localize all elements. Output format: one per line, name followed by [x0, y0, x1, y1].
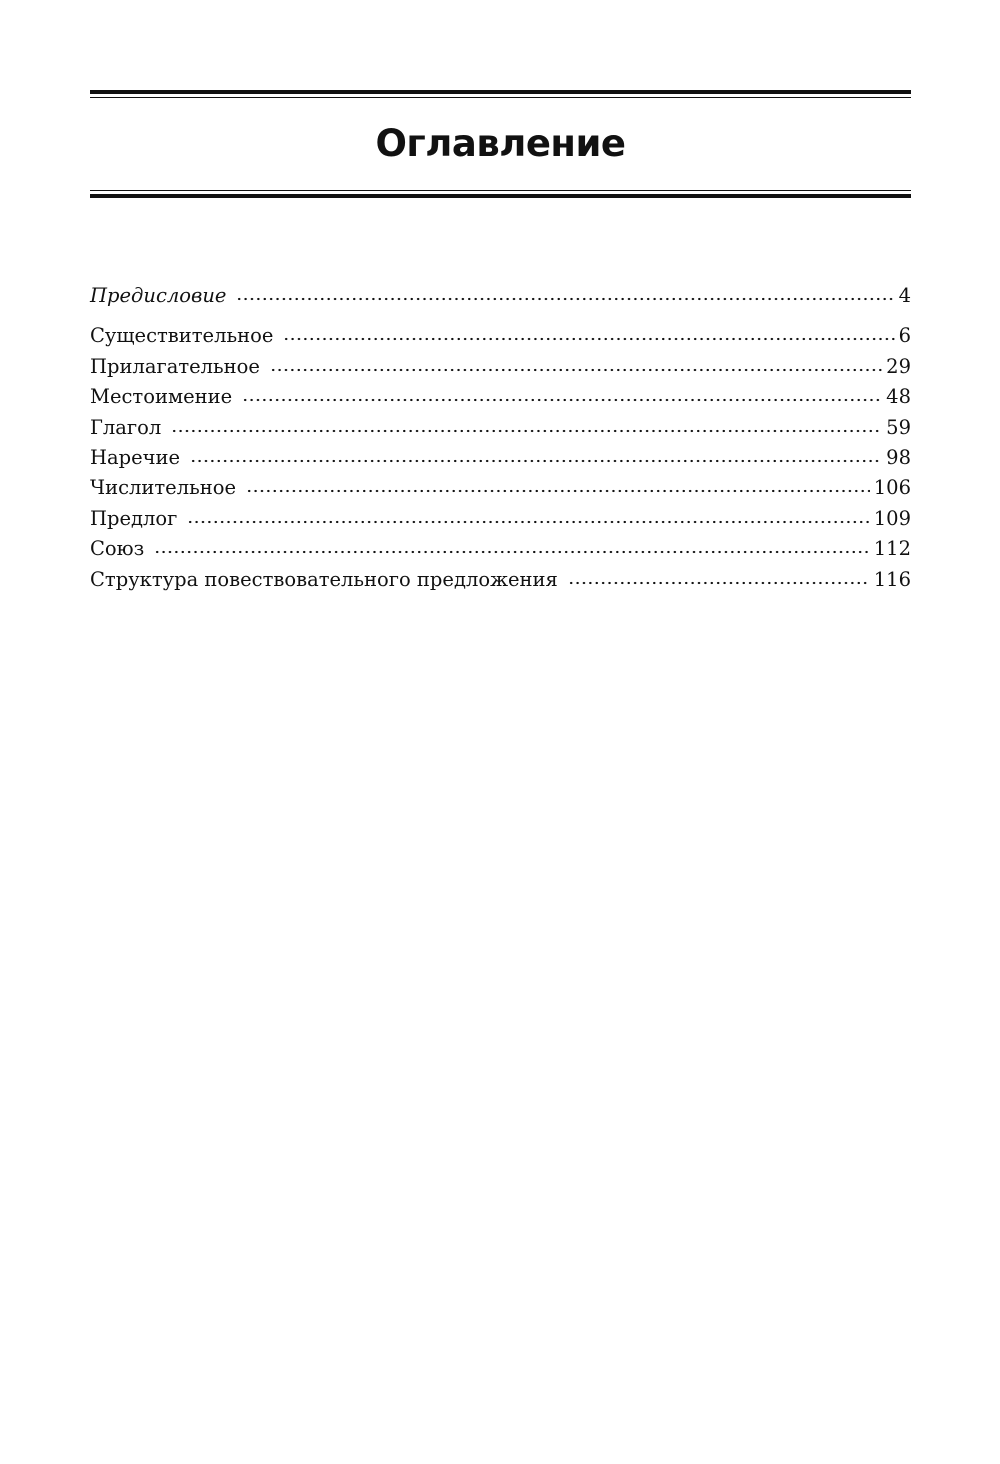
toc-entry-page: 112 — [873, 537, 911, 561]
toc-entry-adverb[interactable] — [90, 443, 911, 473]
toc-entry-page: 106 — [873, 476, 911, 500]
toc-entry-title: Союз — [90, 537, 145, 561]
dot-leader — [187, 520, 869, 524]
page-title: Оглавление — [375, 122, 626, 165]
toc-entry-pronoun[interactable] — [90, 382, 911, 412]
dot-leader — [568, 581, 870, 585]
document-page — [90, 0, 911, 1464]
toc-entry-page: 59 — [886, 415, 911, 439]
dot-leader — [270, 368, 882, 372]
toc-entry-sentence-structure[interactable] — [90, 565, 911, 595]
toc-entry-title: Местоимение — [90, 385, 233, 409]
bottom-rule-thin — [90, 190, 911, 191]
toc-entry-noun[interactable] — [90, 321, 911, 351]
top-rule-thick — [90, 90, 911, 94]
dot-leader — [236, 297, 894, 301]
dot-leader — [190, 459, 882, 463]
toc-entry-page: 6 — [898, 324, 911, 348]
top-double-rule — [90, 90, 911, 98]
toc-entry-title: Структура повествовательного предложения — [90, 567, 558, 591]
toc-entry-title: Предлог — [90, 506, 178, 530]
toc-entry-title: Числительное — [90, 476, 236, 500]
toc-entry-conjunction[interactable] — [90, 534, 911, 564]
toc-entry-title: Прилагательное — [90, 354, 260, 378]
toc-entry-page: 29 — [886, 354, 911, 378]
dot-leader — [171, 429, 882, 433]
dot-leader — [283, 337, 894, 341]
toc-entry-verb[interactable] — [90, 413, 911, 443]
toc-entry-numeral[interactable] — [90, 473, 911, 503]
dot-leader — [154, 550, 869, 554]
toc-entry-page: 98 — [886, 445, 911, 469]
toc-entry-preface[interactable] — [90, 281, 911, 311]
toc-entry-page: 4 — [898, 284, 911, 307]
toc-entry-adjective[interactable] — [90, 352, 911, 382]
toc-entry-title: Предисловие — [90, 284, 227, 307]
toc-entry-title: Наречие — [90, 445, 181, 469]
dot-leader — [242, 398, 882, 402]
dot-leader — [246, 489, 870, 493]
table-of-contents — [90, 281, 911, 595]
bottom-double-rule — [90, 190, 911, 198]
toc-entry-title: Глагол — [90, 415, 162, 439]
toc-entry-preposition[interactable] — [90, 504, 911, 534]
toc-entry-page: 116 — [873, 567, 911, 591]
top-rule-thin — [90, 97, 911, 98]
toc-entry-page: 48 — [886, 385, 911, 409]
toc-entry-page: 109 — [873, 506, 911, 530]
toc-entry-title: Существительное — [90, 324, 274, 348]
bottom-rule-thick — [90, 194, 911, 198]
